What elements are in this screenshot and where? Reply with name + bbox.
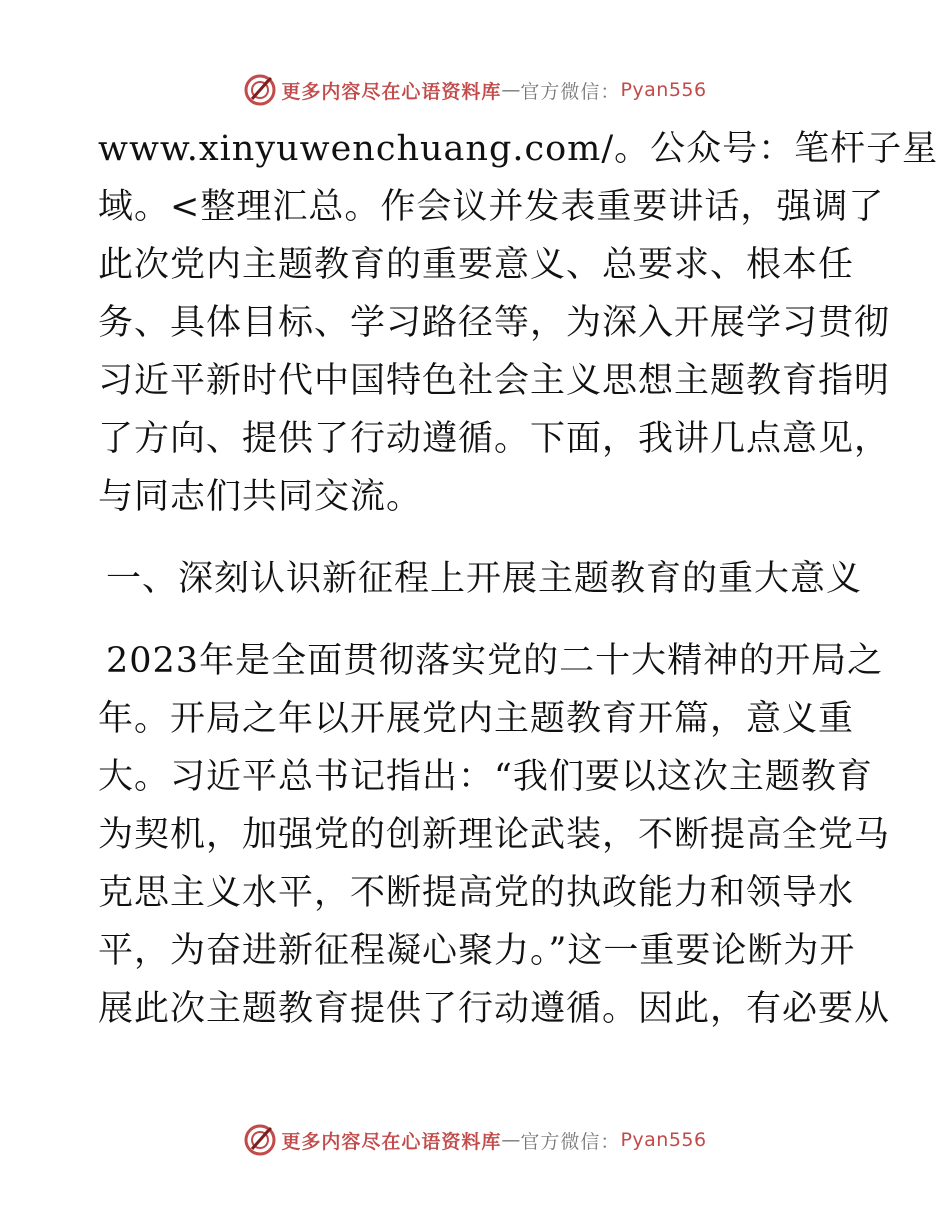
spacer (98, 526, 858, 550)
text-line: 克思主义水平，不断提高党的执政能力和领导水 (98, 873, 855, 913)
text-line: 平，为奋进新征程凝心聚力。”这一重要论断为开 (98, 931, 856, 971)
banner-wechat-id: Pyan556 (620, 1129, 707, 1151)
banner-wechat-id: Pyan556 (620, 79, 707, 101)
logo-icon (243, 1123, 277, 1157)
banner-main-text: 更多内容尽在心语资料库 (281, 80, 502, 103)
text-line: 习近平新时代中国特色社会主义思想主题教育指明 (98, 361, 891, 401)
document-body (98, 120, 939, 1038)
footer-banner (0, 1120, 950, 1160)
banner-wechat-label: 官方微信： (520, 1130, 621, 1153)
spacer (98, 608, 858, 632)
logo-icon (243, 73, 277, 107)
section-heading: 一、深刻认识新征程上开展主题教育的重大意义 (106, 559, 863, 599)
text-line: 展此次主题教育提供了行动遵循。因此，有必要从 (98, 989, 891, 1029)
text-line: 域。<整理汇总。作会议并发表重要讲话，强调了 (98, 187, 885, 227)
text-line: 年。开局之年以开展党内主题教育开篇，意义重 (98, 699, 855, 739)
text-line: 与同志们共同交流。 (98, 477, 423, 517)
text-line: 务、具体目标、学习路径等，为深入开展学习贯彻 (98, 303, 891, 343)
header-banner (0, 70, 950, 110)
text-line: 大。习近平总书记指出：“我们要以这次主题教育 (98, 757, 873, 797)
banner-main-text: 更多内容尽在心语资料库 (281, 1130, 502, 1153)
text-line: 此次党内主题教育的重要意义、总要求、根本任 (98, 245, 855, 285)
paragraph-intro (98, 120, 939, 526)
banner-separator: — (501, 1129, 521, 1151)
banner-separator: — (501, 79, 521, 101)
text-line: 2023年是全面贯彻落实党的二十大精神的开局之 (106, 641, 884, 681)
text-line: www.xinyuwenchuang.com/。公众号：笔杆子星 (98, 129, 939, 169)
text-line: 为契机，加强党的创新理论武装，不断提高全党马 (98, 815, 891, 855)
paragraph-body (98, 632, 891, 1038)
text-line: 了方向、提供了行动遵循。下面，我讲几点意见， (98, 419, 891, 459)
banner-wechat-label: 官方微信： (520, 80, 621, 103)
